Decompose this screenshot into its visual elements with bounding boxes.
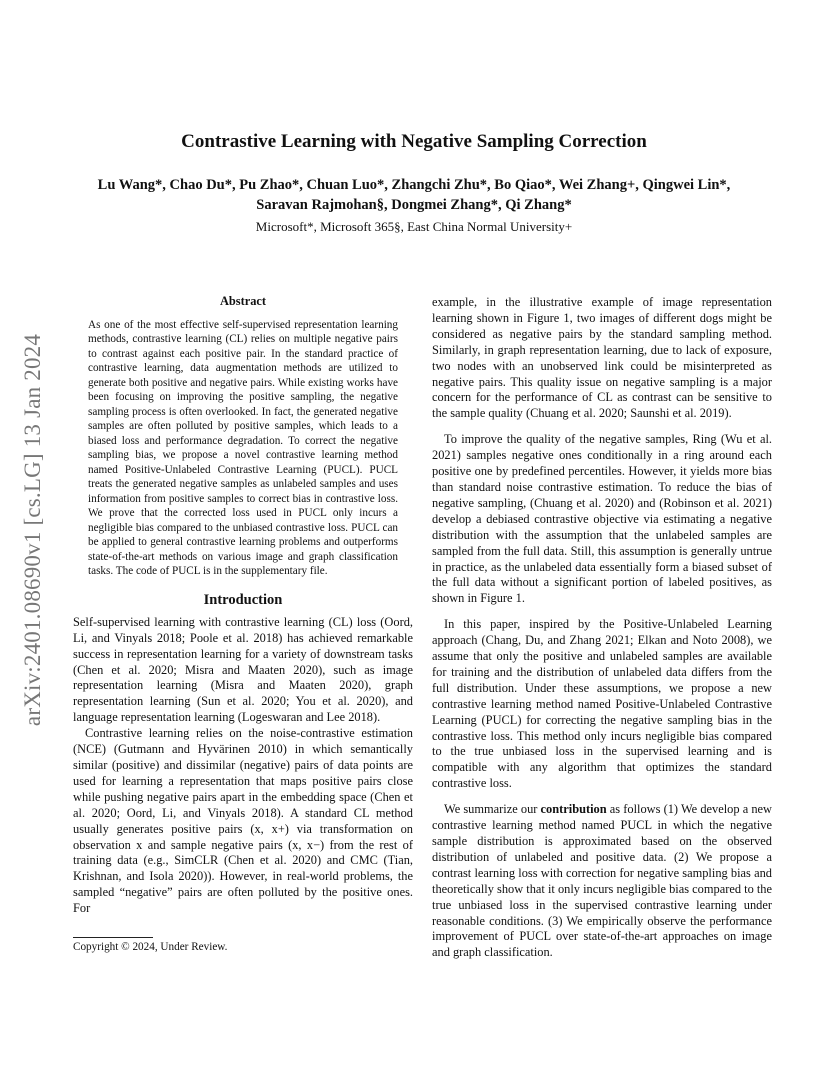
footnote-rule — [73, 937, 153, 938]
author-list — [60, 175, 768, 215]
authors-line-1: Lu Wang*, Chao Du*, Pu Zhao*, Chuan Luo*, Zhangchi Zhu*, Bo Qiao*, Wei Zhang+, Qingwei Lin*, — [97, 177, 731, 193]
right-column — [432, 295, 772, 961]
affiliations: Microsoft*, Microsoft 365§, East China Normal University+ — [255, 219, 573, 234]
authors-line-2: Saravan Rajmohan§, Dongmei Zhang*, Qi Zhang* — [256, 197, 572, 213]
intro-paragraph-1: Self-supervised learning with contrastive learning (CL) loss (Oord, Li, and Vinyals 2018; Poole et al. 2018) has achieved remarkable success in representation learning for a variety of downstream tasks (Chen et al. 2020; Misra and Maaten 2020), such as image representation learning (Misra and Maaten 2020), graph representation learning (Sun et al. 2020; You et al. 2020), and language representation learning (Logeswaran and Lee 2018). — [73, 614, 413, 725]
right-paragraph-3: In this paper, inspired by the Positive-Unlabeled Learning approach (Chang, Du, and Zhang 2021; Elkan and Noto 2008), we assume that only the positive and unlabeled samples are available for training and the distribution of unlabeled data differs from the full distribution. Under these assumptions, we propose a new contrastive learning method named Positive-Unlabeled Contrastive Learning (PUCL) for correcting the negative sampling bias in the contrastive loss. This method only incurs negligible bias compared to the true unbiased loss in the supervised learning and is compatible with any algorithm that optimizes the standard contrastive loss. — [432, 617, 772, 791]
contribution-lead: We summarize our — [444, 802, 541, 817]
right-paragraph-1: example, in the illustrative example of image representation learning shown in Figure 1, two images of different dogs might be considered as negative pairs by the standard sampling method. Similarly, in graph representation learning, due to lack of exposure, two nodes with an unobserved link could be misinterpreted as negative pairs. This quality issue on negative sampling is a major concern for the performance of CL as contrast can be sensitive to the sample quality (Chuang et al. 2020; Saunshi et al. 2019). — [432, 295, 772, 421]
right-paragraph-4 — [432, 802, 772, 961]
arxiv-stamp — [18, 295, 48, 765]
left-column — [73, 294, 413, 917]
abstract-text: As one of the most effective self-supervised representation learning methods, contrastive learning (CL) relies on multiple negative pairs to contrast against each positive pair. In the standard practice of contrastive learning, data augmentation methods are utilized to generate both positive and negative pairs. While existing works have been focusing on improving the positive sampling, the negative sampling process is often overlooked. In fact, the generated negative samples are often polluted by positive samples, which leads to a biased loss and performance degradation. To correct the negative sampling bias, we propose a novel contrastive learning method named Positive-Unlabeled Contrastive Learning (PUCL). PUCL treats the generated negative samples as unlabeled samples and uses information from positive samples to correct bias in contrastive loss. We prove that the corrected loss used in PUCL only incurs a negligible bias compared to the unbiased contrastive loss. PUCL can be applied to general contrastive learning problems and outperforms state-of-the-art methods on various image and graph classification tasks. The code of PUCL is in the supplementary file. — [88, 318, 398, 578]
intro-paragraph-2: Contrastive learning relies on the noise-contrastive estimation (NCE) (Gutmann and Hyvärinen 2010) in which semantically similar (positive) and dissimilar (negative) pairs of data points are used for learning a representation that maps positive pairs close while pushing negative pairs apart in the embedding space (Chen et al. 2020; Oord, Li, and Vinyals 2018). A standard CL method usually generates positive pairs (x, x+) via transformation on observation x and sample negative pairs (x, x−) from the rest of training data (e.g., SimCLR (Chen et al. 2020) and CMC (Tian, Krishnan, and Isola 2020)). However, in real-world problems, the sampled “negative” pairs are often polluted by the positive ones. For — [73, 726, 413, 916]
introduction-heading: Introduction — [203, 591, 283, 608]
copyright-note: Copyright © 2024, Under Review. — [73, 941, 228, 953]
contribution-keyword: contribution — [540, 802, 607, 817]
right-paragraph-2: To improve the quality of the negative samples, Ring (Wu et al. 2021) samples negative ones conditionally in a ring around each positive one by predefined percentiles. However, it yields more bias than standard noise contrastive estimation. To reduce the bias of negative sampling, (Chuang et al. 2020) and (Robinson et al. 2021) develop a debiased contrastive objective via estimating a negative distribution with the assumption that the unlabeled samples are sampled from the full data. Still, this assumption is generally untrue in practice, as the unlabeled data essentially form a biased subset of the full data without a significant portion of labeled positives, as shown in Figure 1. — [432, 432, 772, 606]
paper-title: Contrastive Learning with Negative Sampling Correction — [181, 131, 647, 152]
arxiv-stamp-text: arXiv:2401.08690v1 [cs.LG] 13 Jan 2024 — [20, 333, 45, 727]
abstract-heading: Abstract — [219, 294, 267, 308]
contribution-text: as follows (1) We develop a new contrastive learning method named PUCL in which the negative sample distribution is approximated based on the observed distribution of unlabeled and positive data. (2) We propose a contrast learning loss with correction for negative sampling bias and theoretically show that it only incurs negligible bias compared to the true unbiased loss in the supervised contrastive learning under reasonable conditions. (3) We empirically observe the performance improvement of PUCL over state-of-the-art approaches on image and graph classification. — [432, 802, 773, 960]
